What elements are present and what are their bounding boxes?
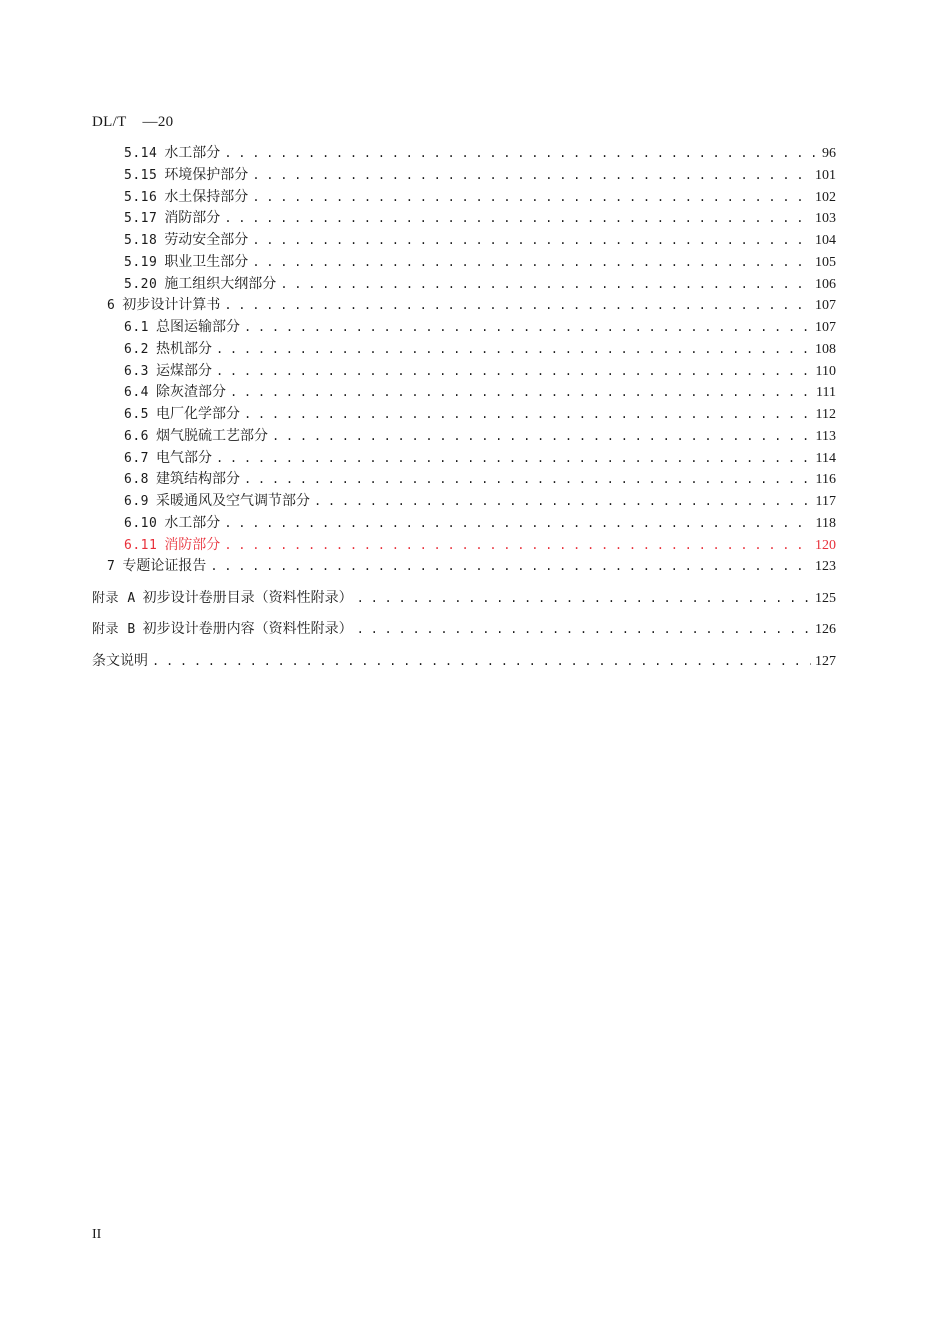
toc-leader-dots xyxy=(314,491,812,511)
toc-entry[interactable] xyxy=(124,361,836,381)
toc-entry[interactable] xyxy=(92,588,836,608)
toc-entry-title: 消防部分 xyxy=(164,537,221,553)
toc-entry-page: 123 xyxy=(815,559,836,574)
toc-entry[interactable] xyxy=(107,556,836,576)
toc-leader-dots xyxy=(272,426,812,446)
toc-leader-dots xyxy=(230,382,812,402)
toc-entry[interactable] xyxy=(124,339,836,359)
standard-code: DL/T xyxy=(92,114,127,130)
toc-leader-dots xyxy=(224,535,811,555)
toc-entry[interactable] xyxy=(124,187,836,207)
toc-entry-page: 110 xyxy=(815,364,836,379)
toc-leader-dots xyxy=(216,361,812,381)
toc-leader-dots xyxy=(252,252,811,272)
toc-leader-dots xyxy=(252,187,811,207)
toc-entry-number: 5.20 xyxy=(124,277,158,292)
toc-entry-title: 劳动安全部分 xyxy=(164,232,249,248)
toc-entry-number: 5.17 xyxy=(124,211,158,226)
toc-entry[interactable] xyxy=(124,448,836,468)
toc-entry-title: 初步设计卷册目录（资料性附录） xyxy=(142,590,353,606)
toc-entry-number: 7 xyxy=(107,559,116,574)
toc-entry-page: 118 xyxy=(815,516,836,531)
toc-entry-number: 5.19 xyxy=(124,255,158,270)
toc-entry-title: 初步设计计算书 xyxy=(122,297,221,313)
toc-entry-page: 107 xyxy=(815,320,836,335)
toc-entry-number: 6.11 xyxy=(124,538,158,553)
toc-entry-page: 120 xyxy=(815,538,836,553)
toc-leader-dots xyxy=(152,651,811,671)
toc-entry-page: 96 xyxy=(822,146,836,161)
toc-entry[interactable] xyxy=(124,230,836,250)
toc-entry[interactable] xyxy=(124,513,836,533)
toc-entry-page: 104 xyxy=(815,233,836,248)
toc-entry[interactable] xyxy=(107,295,836,315)
toc-entry[interactable] xyxy=(124,426,836,446)
toc-entry[interactable] xyxy=(92,651,836,671)
toc-entry-title: 采暖通风及空气调节部分 xyxy=(155,493,310,509)
toc-entry-title: 水工部分 xyxy=(164,145,221,161)
toc-entry-page: 103 xyxy=(815,211,836,226)
toc-leader-dots xyxy=(357,588,811,608)
toc-entry[interactable] xyxy=(124,535,836,555)
toc-entry-page: 126 xyxy=(815,622,836,637)
toc-entry-title: 电厂化学部分 xyxy=(155,406,240,422)
toc-entry[interactable] xyxy=(124,143,836,163)
toc-leader-dots xyxy=(252,165,811,185)
toc-leader-dots xyxy=(357,619,811,639)
toc-entry-title: 除灰渣部分 xyxy=(155,384,226,400)
toc-entry-page: 127 xyxy=(815,654,836,669)
toc-leader-dots xyxy=(224,295,811,315)
toc-leader-dots xyxy=(224,208,811,228)
toc-entry-page: 102 xyxy=(815,190,836,205)
toc-leader-dots xyxy=(244,469,812,489)
toc-entry-title: 职业卫生部分 xyxy=(164,254,249,270)
toc-leader-dots xyxy=(224,143,818,163)
toc-entry[interactable] xyxy=(124,274,836,294)
toc-entry-page: 107 xyxy=(815,298,836,313)
toc-leader-dots xyxy=(216,339,811,359)
toc-entry-page: 105 xyxy=(815,255,836,270)
toc-entry-page: 125 xyxy=(815,591,836,606)
toc-entry-number: 6.7 xyxy=(124,451,149,466)
toc-entry-title: 烟气脱硫工艺部分 xyxy=(155,428,268,444)
toc-entry-title: 建筑结构部分 xyxy=(155,471,240,487)
toc-entry-page: 116 xyxy=(815,472,836,487)
toc-entry[interactable] xyxy=(124,382,836,402)
toc-leader-dots xyxy=(244,404,812,424)
toc-entry-title: 运煤部分 xyxy=(155,363,212,379)
toc-leader-dots xyxy=(244,317,811,337)
toc-entry-number: 5.18 xyxy=(124,233,158,248)
toc-entry[interactable] xyxy=(124,469,836,489)
toc-entry-title: 消防部分 xyxy=(164,210,221,226)
standard-year: —20 xyxy=(142,114,174,130)
toc-entry-title: 热机部分 xyxy=(155,341,212,357)
toc-leader-dots xyxy=(210,556,811,576)
toc-entry-number: 6 xyxy=(107,298,116,313)
toc-entry-title: 电气部分 xyxy=(155,450,212,466)
toc-entry[interactable] xyxy=(124,165,836,185)
toc-leader-dots xyxy=(252,230,811,250)
toc-entry-page: 111 xyxy=(816,385,836,400)
toc-leader-dots xyxy=(224,513,811,533)
toc-entry[interactable] xyxy=(124,317,836,337)
toc-entry-number: 6.1 xyxy=(124,320,149,335)
toc-entry-page: 117 xyxy=(815,494,836,509)
toc-entry-page: 112 xyxy=(815,407,836,422)
toc-entry-title: 水工部分 xyxy=(164,515,221,531)
toc-entry-title: 条文说明 xyxy=(92,653,148,669)
toc-entry-number: 6.3 xyxy=(124,364,149,379)
toc-entry-number: 6.8 xyxy=(124,472,149,487)
toc-entry-title: 施工组织大纲部分 xyxy=(164,276,277,292)
toc-entry-page: 101 xyxy=(815,168,836,183)
toc-entry-number: 6.6 xyxy=(124,429,149,444)
toc-entry-number: 6.4 xyxy=(124,385,149,400)
toc-entry-number: 5.16 xyxy=(124,190,158,205)
toc-entry[interactable] xyxy=(92,619,836,639)
toc-entry[interactable] xyxy=(124,491,836,511)
toc-leader-dots xyxy=(216,448,812,468)
toc-entry-number: 5.15 xyxy=(124,168,158,183)
page-number: II xyxy=(92,1227,102,1242)
toc-entry-title: 初步设计卷册内容（资料性附录） xyxy=(142,621,353,637)
toc-entry-title: 环境保护部分 xyxy=(164,167,249,183)
toc-entry-page: 108 xyxy=(815,342,836,357)
toc-entry[interactable] xyxy=(124,208,836,228)
toc-entry-number: 5.14 xyxy=(124,146,158,161)
toc-entry[interactable] xyxy=(124,252,836,272)
toc-entry-number: 6.5 xyxy=(124,407,149,422)
toc-entry-number: 6.9 xyxy=(124,494,149,509)
toc-entry-title: 专题论证报告 xyxy=(122,558,207,574)
toc-entry-number: 6.2 xyxy=(124,342,149,357)
toc-entry-number: 6.10 xyxy=(124,516,158,531)
toc-entry-page: 106 xyxy=(815,277,836,292)
toc-leader-dots xyxy=(280,274,811,294)
toc-entry-page: 114 xyxy=(815,451,836,466)
toc-entry-page: 113 xyxy=(815,429,836,444)
toc-entry-title: 总图运输部分 xyxy=(155,319,240,335)
toc-entry-title: 水土保持部分 xyxy=(164,189,249,205)
toc-entry-number: 附录 B xyxy=(92,622,136,637)
toc-entry-number: 附录 A xyxy=(92,591,136,606)
toc-entry[interactable] xyxy=(124,404,836,424)
document-header xyxy=(92,114,173,131)
